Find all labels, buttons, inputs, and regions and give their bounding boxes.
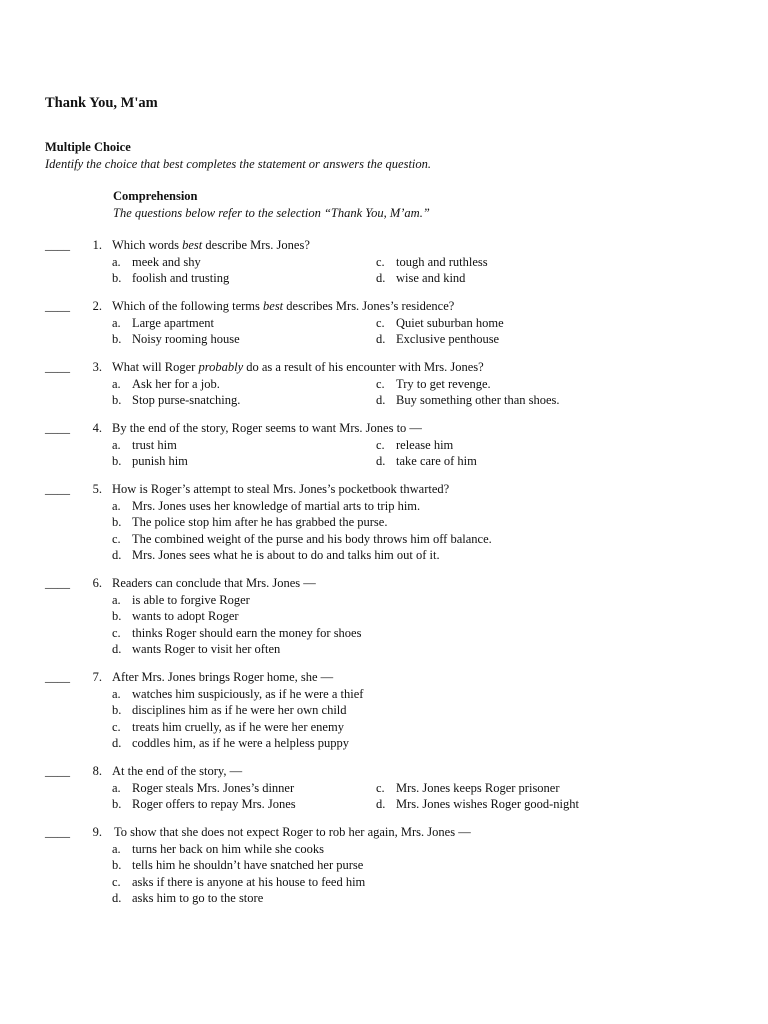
choice-b: b. punish him (112, 454, 188, 468)
choice-d: d. wants Roger to visit her often (112, 642, 281, 656)
question-number: 8. (92, 764, 102, 778)
choice-b: b. tells him he shouldn’t have snatched her purse (112, 858, 364, 872)
choice-c: c. Quiet suburban home (376, 315, 504, 330)
choice-b: b. Roger offers to repay Mrs. Jones (112, 797, 296, 811)
answer-blank[interactable]: ____ (45, 482, 70, 496)
question-text: Readers can conclude that Mrs. Jones — (112, 576, 316, 590)
choice-b: b. foolish and trusting (112, 271, 230, 285)
answer-blank[interactable]: ____ (45, 360, 70, 374)
choice-c: c. Mrs. Jones keeps Roger prisoner (376, 780, 560, 795)
choice-d: d. asks him to go to the store (112, 891, 264, 905)
question-text: Which of the following terms best describes Mrs. Jones’s residence? (112, 299, 455, 313)
subsection-heading: Comprehension (113, 189, 198, 203)
choice-c: c. thinks Roger should earn the money for shoes (112, 625, 362, 640)
choice-c: c. tough and ruthless (376, 254, 488, 269)
choice-c: c. treats him cruelly, as if he were her enemy (112, 719, 344, 734)
question-text: By the end of the story, Roger seems to want Mrs. Jones to — (112, 421, 422, 435)
choice-c: c. asks if there is anyone at his house to feed him (112, 874, 366, 889)
subsection-note: The questions below refer to the selection “Thank You, M’am.” (113, 206, 430, 220)
answer-blank[interactable]: ____ (45, 670, 70, 684)
choice-a: a. Roger steals Mrs. Jones’s dinner (112, 780, 295, 795)
choice-c: c. Try to get revenge. (376, 376, 491, 391)
choice-d: d. Buy something other than shoes. (376, 393, 560, 407)
question-text: To show that she does not expect Roger to rob her again, Mrs. Jones — (114, 825, 471, 839)
choice-b: b. wants to adopt Roger (112, 609, 239, 623)
question-number: 1. (92, 238, 102, 252)
choice-b: b. Noisy rooming house (112, 332, 240, 346)
choice-a: a. trust him (112, 437, 177, 452)
question-number: 2. (92, 299, 102, 313)
section-heading: Multiple Choice (45, 140, 131, 154)
choice-d: d. wise and kind (376, 271, 466, 285)
answer-blank[interactable]: ____ (45, 764, 70, 778)
question-number: 5. (92, 482, 102, 496)
choice-c: c. The combined weight of the purse and his body throws him off balance. (112, 531, 492, 546)
choice-d: d. take care of him (376, 454, 477, 468)
question-text: At the end of the story, — (112, 764, 243, 778)
section-instructions: Identify the choice that best completes the statement or answers the question. (45, 157, 432, 171)
choice-d: d. Exclusive penthouse (376, 332, 500, 346)
answer-blank[interactable]: ____ (45, 576, 70, 590)
question-number: 6. (92, 576, 102, 590)
choice-a: a. turns her back on him while she cooks (112, 841, 324, 856)
choice-a: a. Large apartment (112, 315, 215, 330)
answer-blank[interactable]: ____ (45, 299, 70, 313)
choice-a: a. Ask her for a job. (112, 376, 220, 391)
choice-d: d. coddles him, as if he were a helpless puppy (112, 736, 349, 750)
question-number: 7. (92, 670, 102, 684)
answer-blank[interactable]: ____ (45, 238, 70, 252)
question-text: How is Roger’s attempt to steal Mrs. Jones’s pocketbook thwarted? (112, 482, 450, 496)
choice-d: d. Mrs. Jones wishes Roger good-night (376, 797, 579, 811)
choice-a: a. meek and shy (112, 254, 201, 269)
choice-b: b. disciplines him as if he were her own child (112, 703, 347, 717)
answer-blank[interactable]: ____ (45, 825, 70, 839)
choice-b: b. The police stop him after he has grabbed the purse. (112, 515, 388, 529)
choice-a: a. is able to forgive Roger (112, 592, 250, 607)
question-number: 3. (92, 360, 102, 374)
choice-a: a. watches him suspiciously, as if he were a thief (112, 686, 364, 701)
choice-c: c. release him (376, 437, 454, 452)
question-text: After Mrs. Jones brings Roger home, she — (112, 670, 334, 684)
document-title: Thank You, M'am (45, 95, 158, 111)
choice-b: b. Stop purse-snatching. (112, 393, 241, 407)
choice-a: a. Mrs. Jones uses her knowledge of martial arts to trip him. (112, 498, 421, 513)
question-text: What will Roger probably do as a result of his encounter with Mrs. Jones? (112, 360, 484, 374)
answer-blank[interactable]: ____ (45, 421, 70, 435)
choice-d: d. Mrs. Jones sees what he is about to do and talks him out of it. (112, 548, 440, 562)
question-number: 4. (92, 421, 102, 435)
question-number: 9. (92, 825, 102, 839)
question-text: Which words best describe Mrs. Jones? (112, 238, 310, 252)
